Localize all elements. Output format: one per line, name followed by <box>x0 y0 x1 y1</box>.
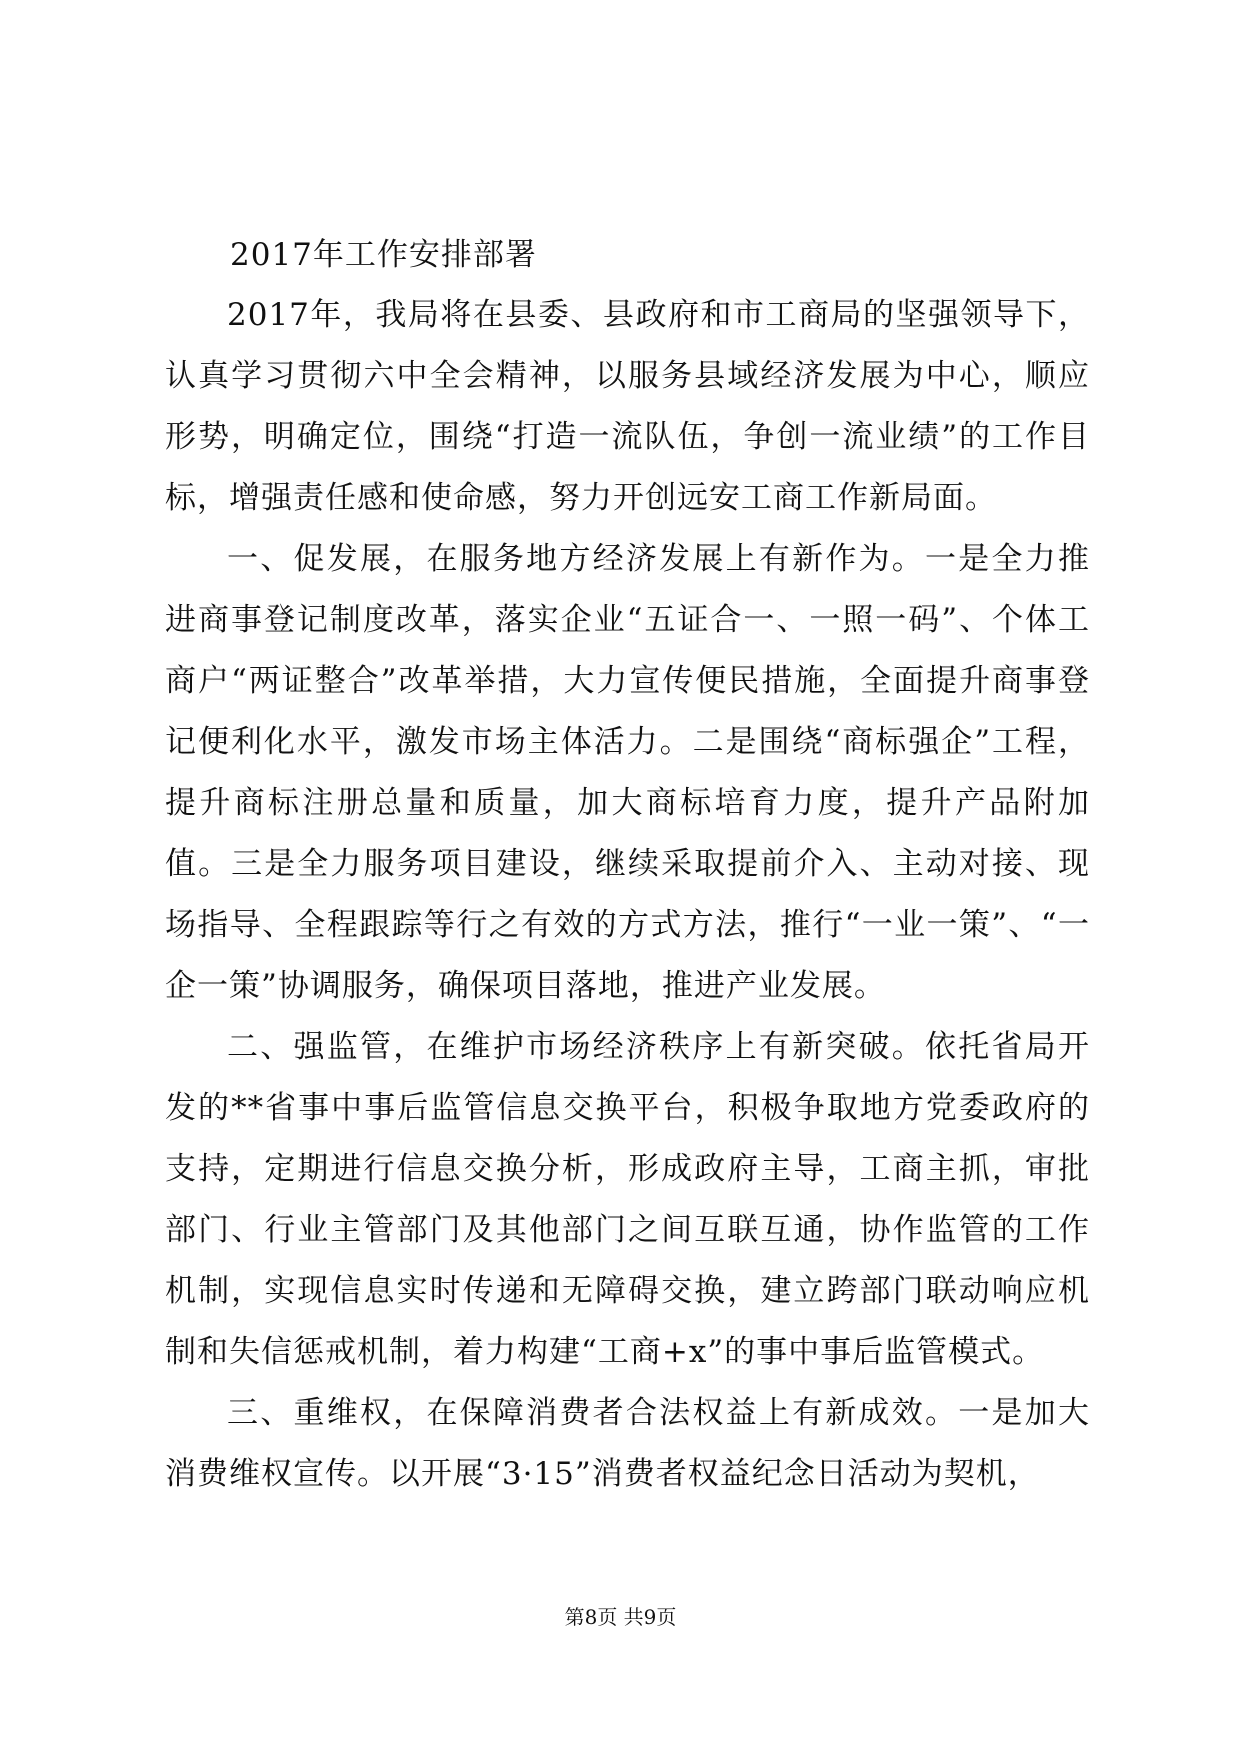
document-body <box>165 225 1090 1505</box>
paragraph-consumer-rights: 三、重维权，在保障消费者合法权益上有新成效。一是加大消费维权宣传。以开展“3·15”消费者权益纪念日活动为契机， <box>165 1395 1090 1492</box>
page-number-footer: 第8页 共9页 <box>564 1605 677 1629</box>
paragraph-development: 一、促发展，在服务地方经济发展上有新作为。一是全力推进商事登记制度改革，落实企业“五证合一、一照一码”、个体工商户“两证整合”改革举措，大力宣传便民措施，全面提升商事登记便利化水平，激发市场主体活力。二是围绕“商标强企”工程，提升商标注册总量和质量，加大商标培育力度，提升产品附加值。三是全力服务项目建设，继续采取提前介入、主动对接、现场指导、全程跟踪等行之有效的方式方法，推行“一业一策”、“一企一策”协调服务，确保项目落地，推进产业发展。 <box>165 541 1090 1004</box>
paragraph-intro: 2017年，我局将在县委、县政府和市工商局的坚强领导下，认真学习贯彻六中全会精神，以服务县域经济发展为中心，顺应形势，明确定位，围绕“打造一流队伍，争创一流业绩”的工作目标，增强责任感和使命感，努力开创远安工商工作新局面。 <box>165 297 1090 516</box>
paragraph-supervision: 二、强监管，在维护市场经济秩序上有新突破。依托省局开发的**省事中事后监管信息交换平台，积极争取地方党委政府的支持，定期进行信息交换分析，形成政府主导，工商主抓，审批部门、行业主管部门及其他部门之间互联互通，协作监管的工作机制，实现信息实时传递和无障碍交换，建立跨部门联动响应机制和失信惩戒机制，着力构建“工商+x”的事中事后监管模式。 <box>165 1029 1090 1370</box>
section-title: 2017年工作安排部署 <box>230 237 537 273</box>
